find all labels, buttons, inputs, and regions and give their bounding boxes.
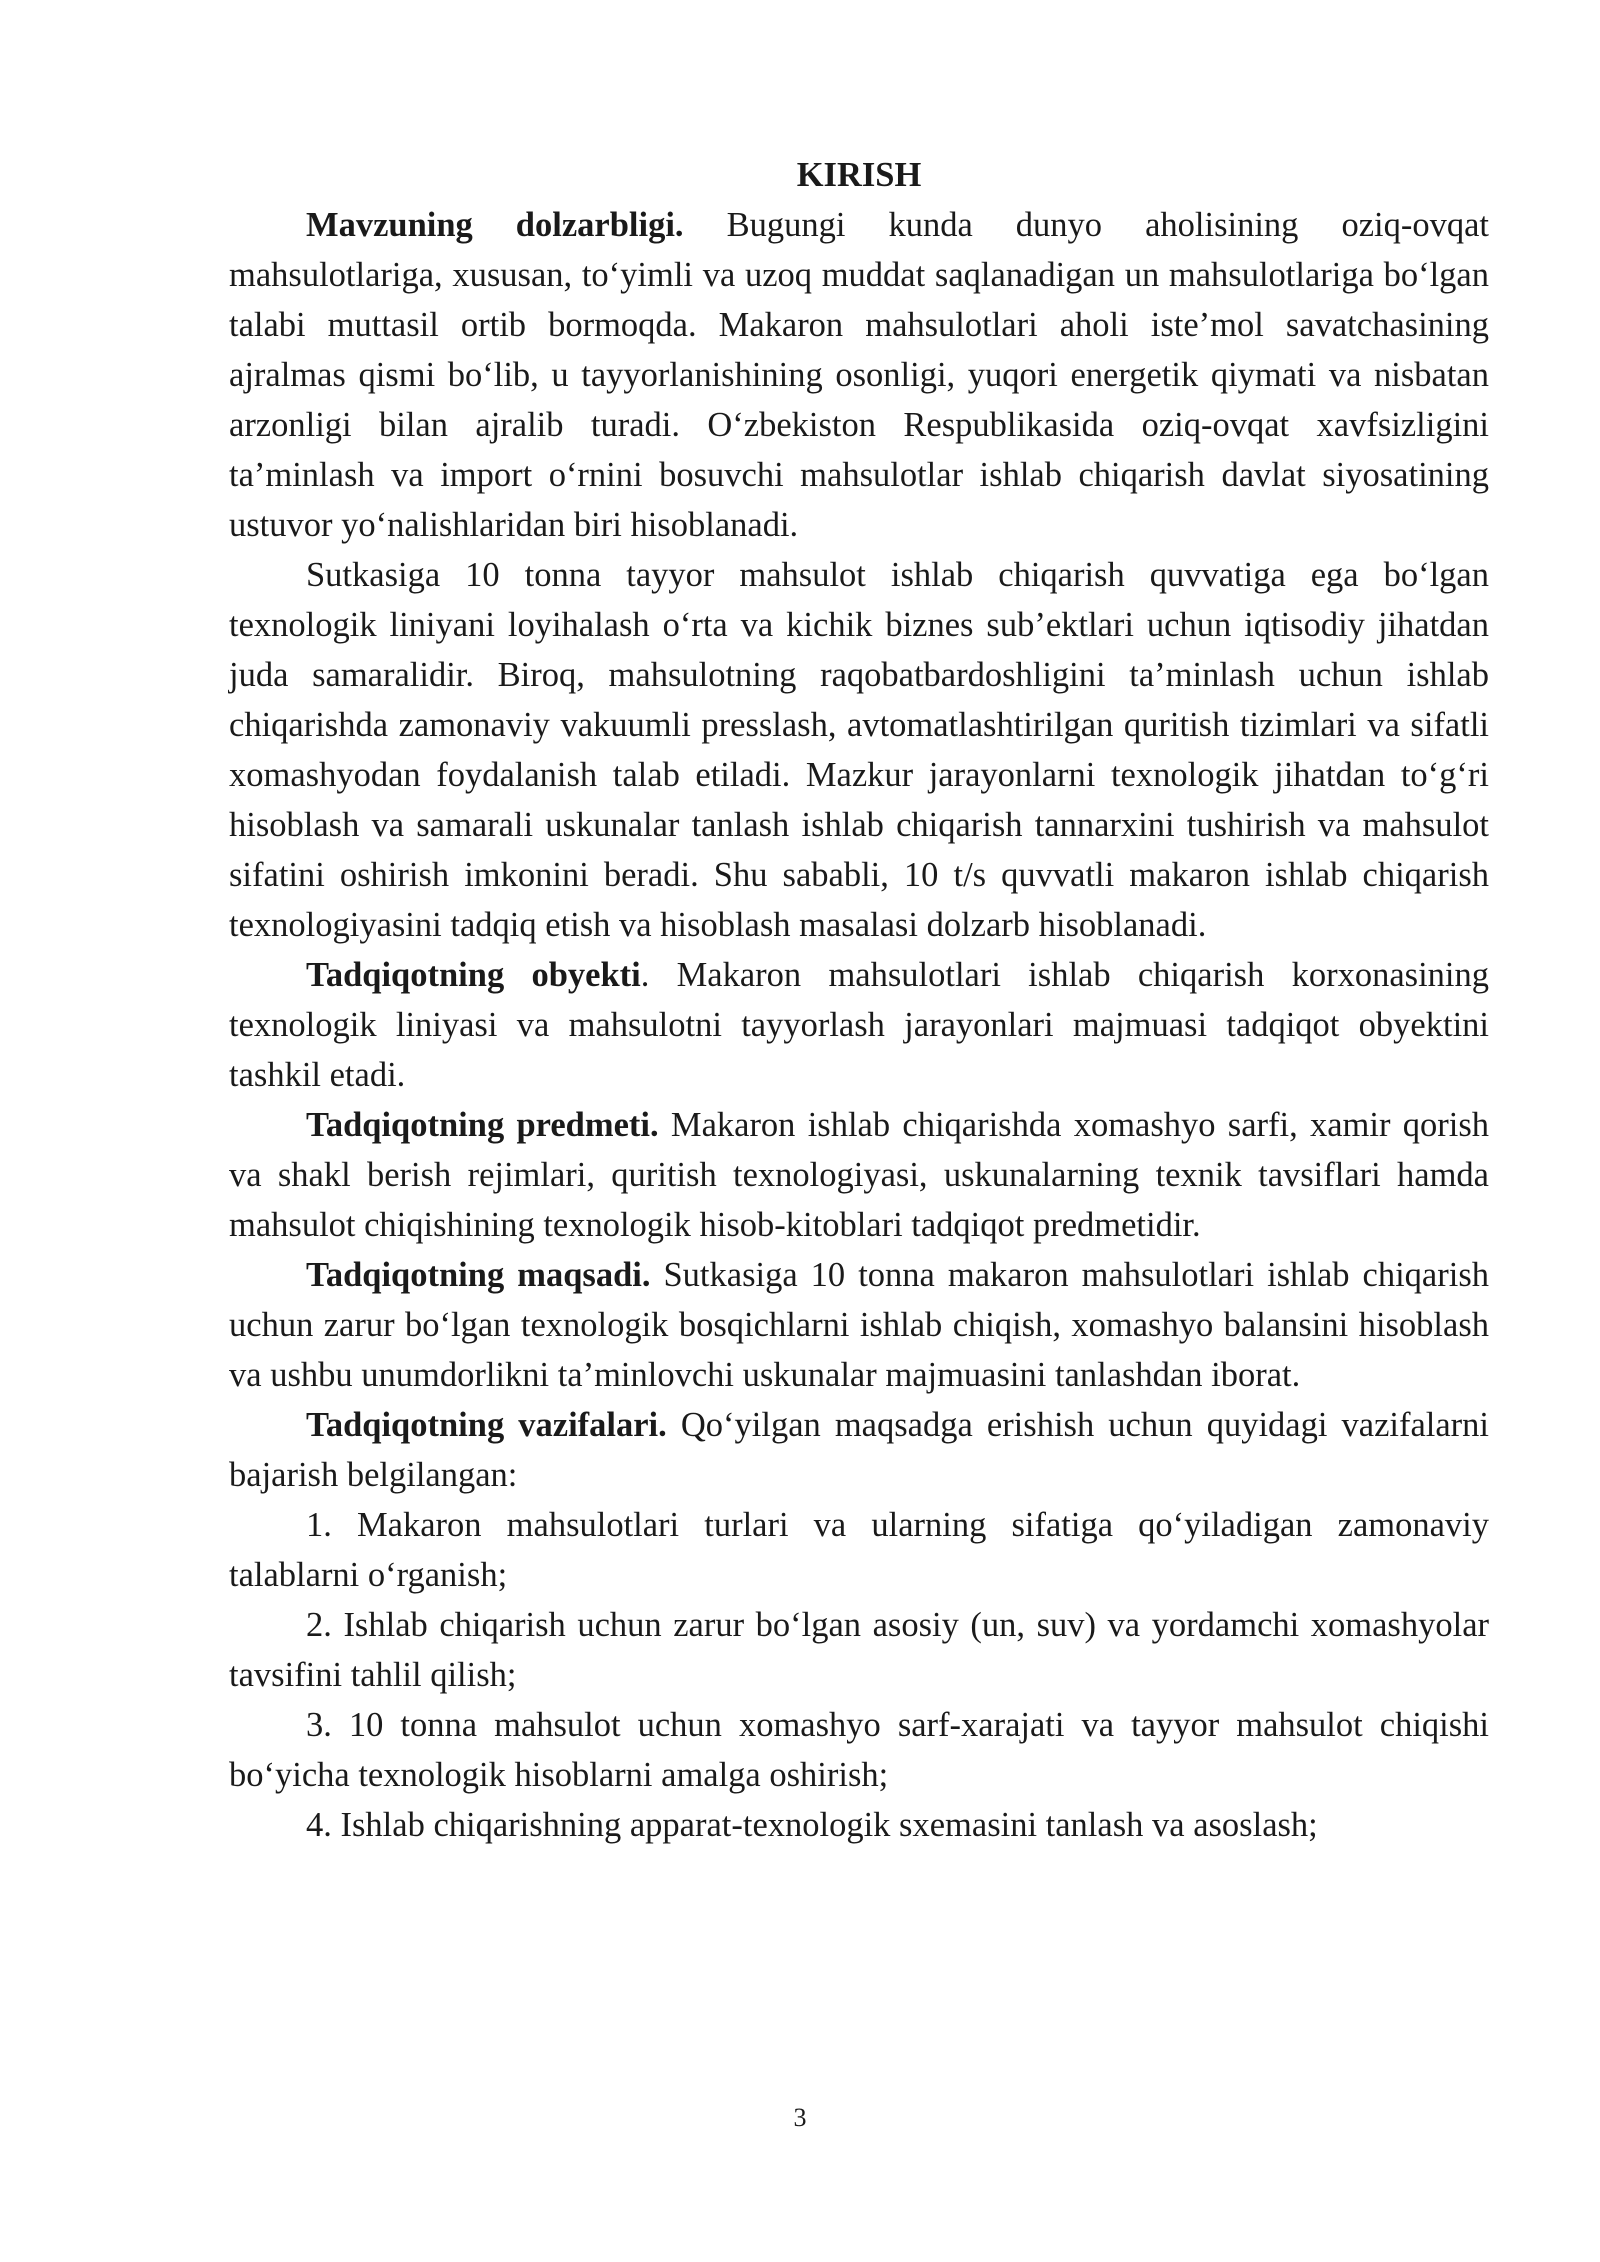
section-heading: KIRISH: [796, 156, 922, 194]
task-text: 4. Ishlab chiqarishning apparat-texnologik sxemasini tanlash va asoslash;: [306, 1806, 1318, 1844]
task-text: 3. 10 tonna mahsulot uchun xomashyo sarf-xarajati va tayyor mahsulot chiqishi bo‘yicha texnologik hisoblarni amalga oshirish;: [229, 1706, 1489, 1794]
paragraph-object: [229, 950, 1489, 1100]
paragraph-relevance: [229, 200, 1489, 550]
paragraph-lead: Mavzuning dolzarbligi.: [306, 206, 684, 244]
paragraph-text: Sutkasiga 10 tonna makaron mahsulotlari ishlab chiqarish uchun zarur bo‘lgan texnologik bosqichlarni ishlab chiqish, xomashyo balansini hisoblash va ushbu unumdorlikni ta’minlovchi uskunalar majmuasini tanlashdan iborat.: [229, 1256, 1489, 1394]
paragraph-lead: Tadqiqotning maqsadi.: [306, 1256, 651, 1294]
task-item-3: [229, 1700, 1489, 1800]
paragraph-subject: [229, 1100, 1489, 1250]
paragraph-text: Bugungi kunda dunyo aholisining oziq-ovqat mahsulotlariga, xususan, to‘yimli va uzoq muddat saqlanadigan un mahsulotlariga bo‘lgan talabi muttasil ortib bormoqda. Makaron mahsulotlari aholi iste’mol savatchasining ajralmas qismi bo‘lib, u tayyorlanishining osonligi, yuqori energetik qiymati va nisbatan arzonligi bilan ajralib turadi. O‘zbekiston Respublikasida oziq-ovqat xavfsizligini ta’minlash va import o‘rnini bosuvchi mahsulotlar ishlab chiqarish davlat siyosatining ustuvor yo‘nalishlaridan biri hisoblanadi.: [229, 206, 1489, 544]
page-content: [229, 150, 1489, 1850]
paragraph-goal: [229, 1250, 1489, 1400]
paragraph-lead: Tadqiqotning obyekti: [306, 956, 641, 994]
paragraph-tasks: [229, 1400, 1489, 1500]
paragraph-text: Qo‘yilgan maqsadga erishish uchun quyidagi vazifalarni bajarish belgilangan:: [229, 1406, 1489, 1494]
paragraph-text: Sutkasiga 10 tonna tayyor mahsulot ishlab chiqarish quvvatiga ega bo‘lgan texnologik liniyani loyihalash o‘rta va kichik biznes sub’ektlari uchun iqtisodiy jihatdan juda samaralidir. Biroq, mahsulotning raqobatbardoshligini ta’minlash uchun ishlab chiqarishda zamonaviy vakuumli presslash, avtomatlashtirilgan quritish tizimlari va sifatli xomashyodan foydalanish talab etiladi. Mazkur jarayonlarni texnologik jihatdan to‘g‘ri hisoblash va samarali uskunalar tanlash ishlab chiqarish tannarxini tushirish va mahsulot sifatini oshirish imkonini beradi. Shu sababli, 10 t/s quvvatli makaron ishlab chiqarish texnologiyasini tadqiq etish va hisoblash masalasi dolzarb hisoblanadi.: [229, 556, 1489, 944]
task-item-4: [229, 1800, 1489, 1850]
task-text: 1. Makaron mahsulotlari turlari va ularning sifatiga qo‘yiladigan zamonaviy talablarni o‘rganish;: [229, 1506, 1489, 1594]
task-item-2: [229, 1600, 1489, 1700]
task-item-1: [229, 1500, 1489, 1600]
paragraph-lead: Tadqiqotning predmeti.: [306, 1106, 659, 1144]
paragraph-lead: Tadqiqotning vazifalari.: [306, 1406, 667, 1444]
paragraph-text: Makaron ishlab chiqarishda xomashyo sarfi, xamir qorish va shakl berish rejimlari, quritish texnologiyasi, uskunalarning texnik tavsiflari hamda mahsulot chiqishining texnologik hisob-kitoblari tadqiqot predmetidir.: [229, 1106, 1489, 1244]
paragraph-capacity: [229, 550, 1489, 950]
task-text: 2. Ishlab chiqarish uchun zarur bo‘lgan asosiy (un, suv) va yordamchi xomashyolar tavsifini tahlil qilish;: [229, 1606, 1489, 1694]
paragraph-text: . Makaron mahsulotlari ishlab chiqarish korxonasining texnologik liniyasi va mahsulotni tayyorlash jarayonlari majmuasi tadqiqot obyektini tashkil etadi.: [229, 956, 1490, 1094]
page-number: 3: [793, 2103, 807, 2132]
